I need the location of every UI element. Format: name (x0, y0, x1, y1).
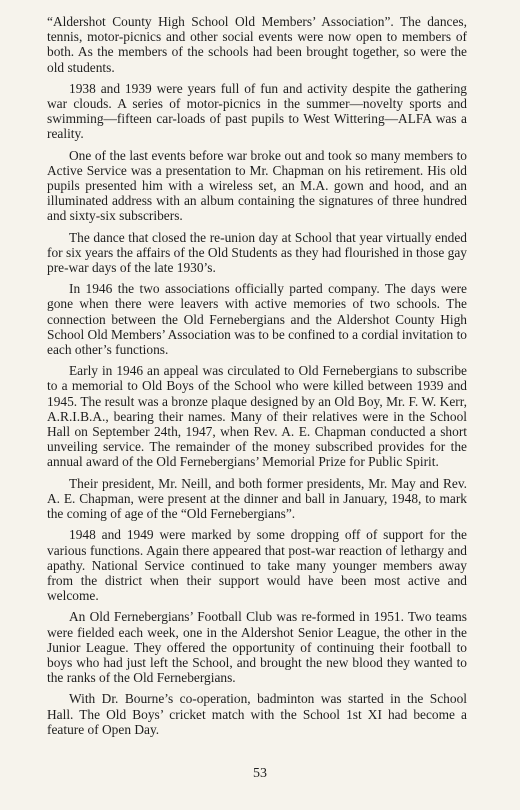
paragraph-association-events: “Aldershot County High School Old Members’ Association”. The dances, tennis, motor-picnics and other social events were now open to members of both. As the members of the schools had been brought together, so were the old students. (47, 14, 467, 75)
paragraph-coming-of-age: Their president, Mr. Neill, and both former presidents, Mr. May and Rev. A. E. Chapman, were present at the dinner and ball in January, 1948, to mark the coming of age of the “Old Fernebergians”. (47, 475, 467, 522)
paragraph-1938-1939: 1938 and 1939 were years full of fun and activity despite the gathering war clouds. A series of motor-picnics in the summer—novelty sports and swimming—fifteen car-loads of past pupils to West Wittering—ALFA was a reality. (47, 80, 467, 142)
paragraph-badminton: With Dr. Bourne’s co-operation, badminton was started in the School Hall. The Old Boys’ cricket match with the School 1st XI had become a feature of Open Day. (47, 691, 467, 737)
paragraph-football-club: An Old Fernebergians’ Football Club was re-formed in 1951. Two teams were fielded each week, one in the Aldershot Senior League, the other in the Junior League. They offered the opportunity of continuing their football to boys who had just left the School, and brought the new blood they wanted to the ranks of the Old Fernebergians. (47, 609, 467, 686)
paragraph-memorial-appeal: Early in 1946 an appeal was circulated to Old Fernebergians to subscribe to a memorial to Old Boys of the School who were killed between 1939 and 1945. The result was a bronze plaque designed by an Old Boy, Mr. F. W. Kerr, A.R.I.B.A., bearing their names. Many of their relatives were in the School Hall on September 24th, 1947, when Rev. A. E. Chapman conducted a short unveiling service. The remainder of the money subscribed provides for the annual award of the Old Fernebergians’ Memorial Prize for Public Spirit. (47, 363, 467, 470)
paragraph-reunion-dance: The dance that closed the re-union day at School that year virtually ended for six years the affairs of the Old Students as they had flourished in those gay pre-war days of the late 1930’s. (47, 229, 467, 276)
paragraph-associations-parted: In 1946 the two associations officially parted company. The days were gone when there were leavers with active memories of two schools. The connection between the Old Fernebergians and the Aldershot County High School Old Members’ Association was to be confined to a cordial invitation to each other’s functions. (47, 281, 467, 358)
paragraph-1948-1949: 1948 and 1949 were marked by some dropping off of support for the various functions. Again there appeared that post-war reaction of lethargy and apathy. National Service continued to take many younger members away from the district when their support would have been most active and welcome. (47, 527, 467, 604)
paragraph-chapman-retirement: One of the last events before war broke out and took so many members to Active Service was a presentation to Mr. Chapman on his retirement. His old pupils presented him with a wireless set, an M.A. gown and hood, and an illuminated address with an album containing the signatures of three hundred and sixty-six subscribers. (47, 147, 467, 224)
page-number: 53 (253, 766, 267, 781)
document-body (47, 14, 467, 743)
